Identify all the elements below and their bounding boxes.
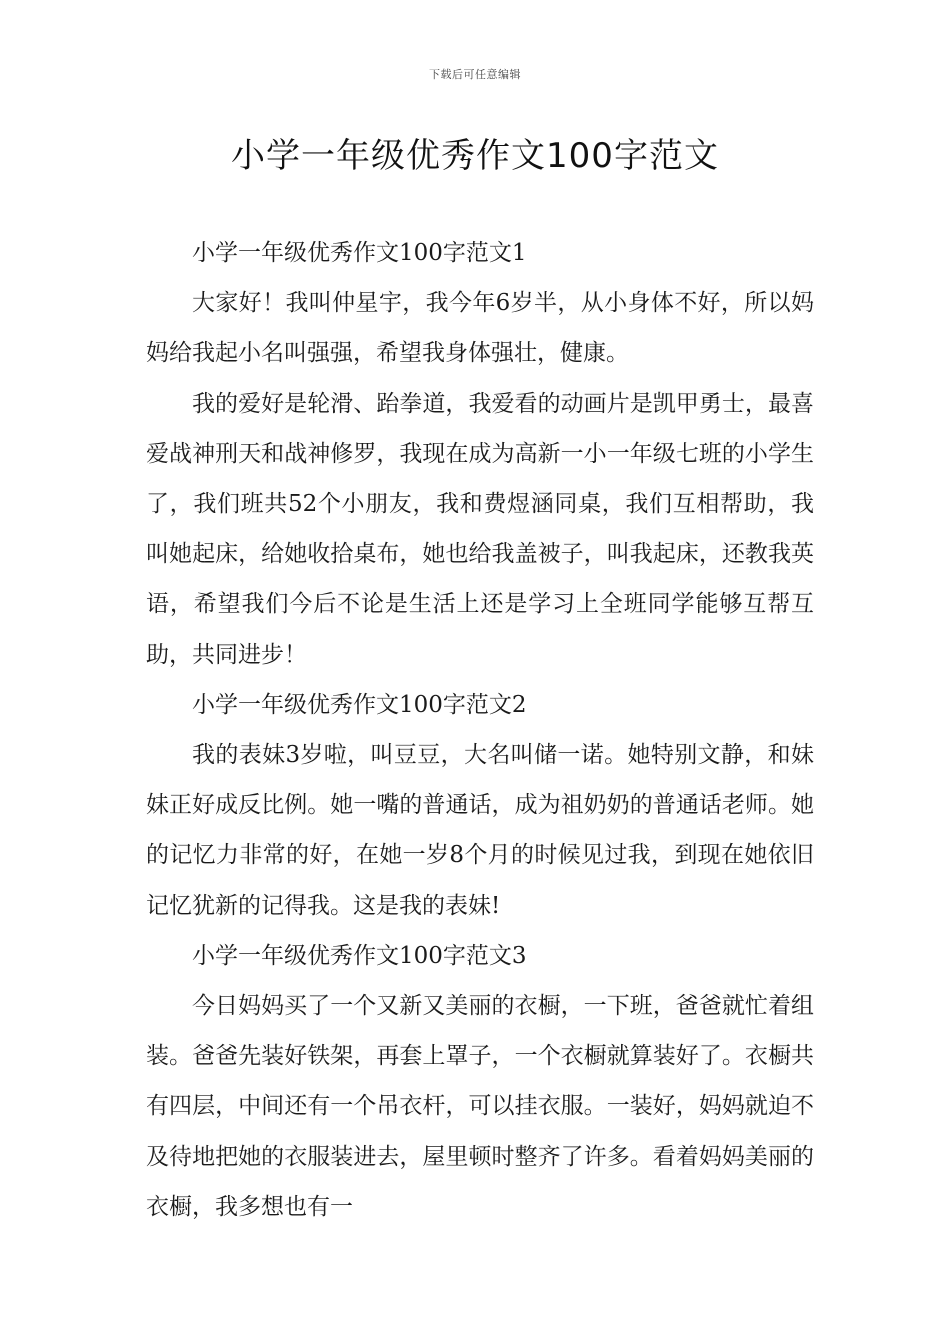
- paragraph: 今日妈妈买了一个又新又美丽的衣橱，一下班，爸爸就忙着组装。爸爸先装好铁架，再套上罩子，一个衣橱就算装好了。衣橱共有四层，中间还有一个吊衣杆，可以挂衣服。一装好，妈妈就迫不及待地把她的衣服装进去，屋里顿时整齐了许多。看着妈妈美丽的衣橱，我多想也有一: [146, 993, 814, 1220]
- paragraph: 大家好！我叫仲星宇，我今年6岁半，从小身体不好，所以妈妈给我起小名叫强强，希望我身体强壮，健康。: [146, 290, 814, 367]
- document-body: [146, 228, 814, 1232]
- essay-heading-1: 小学一年级优秀作文100字范文1: [192, 240, 527, 266]
- essay-heading-3: 小学一年级优秀作文100字范文3: [192, 942, 527, 969]
- essay-heading-2: 小学一年级优秀作文100字范文2: [192, 691, 527, 718]
- document-title: 小学一年级优秀作文100字范文: [231, 136, 719, 176]
- paragraph: 我的表妹3岁啦，叫豆豆，大名叫储一诺。她特别文静，和妹妹正好成反比例。她一嘴的普通话，成为祖奶奶的普通话老师。她的记忆力非常的好，在她一岁8个月的时候见过我，到现在她依旧记忆犹新的记得我。这是我的表妹!: [146, 742, 814, 919]
- header-note: 下载后可任意编辑: [429, 68, 521, 81]
- paragraph: 我的爱好是轮滑、跆拳道，我爱看的动画片是凯甲勇士，最喜爱战神刑天和战神修罗，我现在成为高新一小一年级七班的小学生了，我们班共52个小朋友，我和费煜涵同桌，我们互相帮助，我叫她起床，给她收拾桌布，她也给我盖被子，叫我起床，还教我英语，希望我们今后不论是生活上还是学习上全班同学能够互帮互助，共同进步！: [146, 390, 814, 668]
